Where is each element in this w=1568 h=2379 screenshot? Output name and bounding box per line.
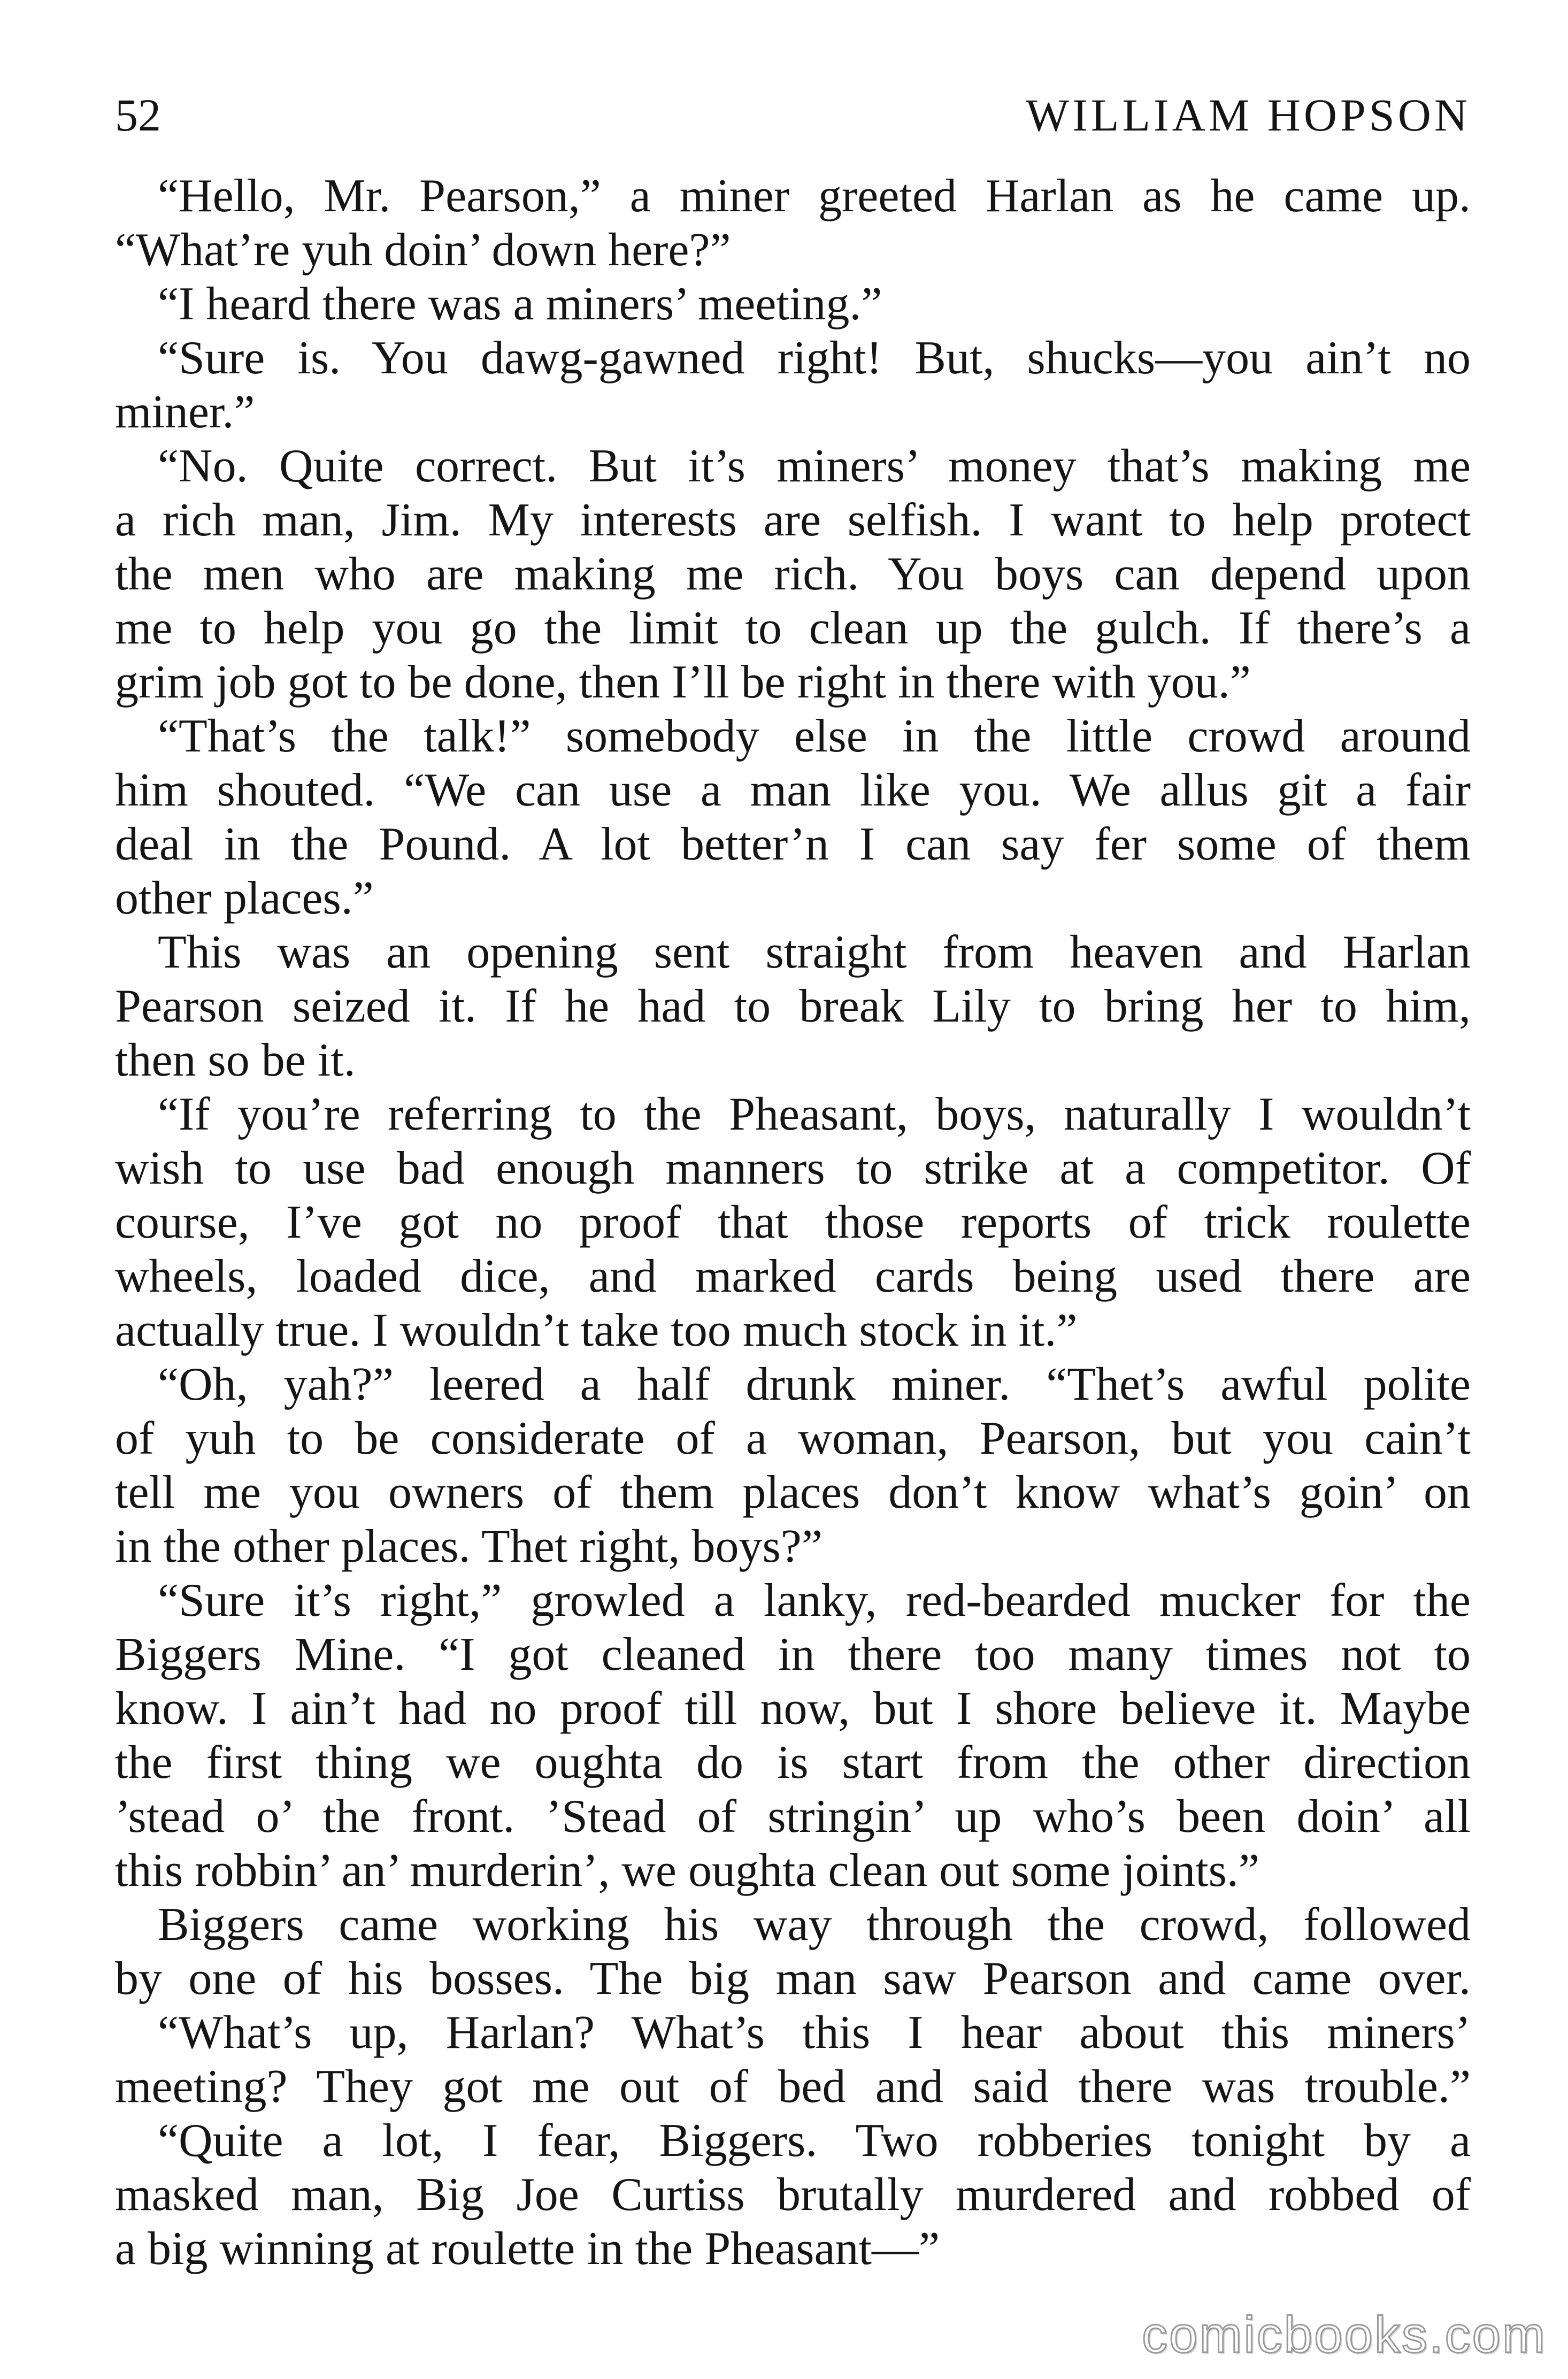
paragraph <box>115 1574 1471 1898</box>
text-line: tell me you owners of them places don’t know what’s goin’ on <box>115 1467 1471 1518</box>
text-line: a big winning at roulette in the Pheasant—” <box>115 2223 940 2275</box>
text-line: Biggers Mine. “I got cleaned in there too many times not to <box>115 1629 1471 1680</box>
text-line: of yuh to be considerate of a woman, Pearson, but you cain’t <box>115 1413 1471 1464</box>
body-text <box>115 169 1471 2276</box>
text-line: “I heard there was a miners’ meeting.” <box>158 278 882 330</box>
paragraph <box>115 331 1471 439</box>
text-line: “If you’re referring to the Pheasant, boys, naturally I wouldn’t <box>158 1088 1471 1140</box>
text-line: actually true. I wouldn’t take too much stock in it.” <box>115 1304 1078 1356</box>
text-line: Biggers came working his way through the crowd, followed <box>158 1899 1471 1951</box>
paragraph <box>115 709 1471 925</box>
text-line: then so be it. <box>115 1034 356 1086</box>
paragraph <box>115 925 1471 1087</box>
running-head: WILLIAM HOPSON <box>1026 89 1471 141</box>
text-line: “That’s the talk!” somebody else in the little crowd around <box>158 710 1471 762</box>
paragraph <box>115 439 1471 709</box>
text-line: “Oh, yah?” leered a half drunk miner. “Thet’s awful polite <box>158 1359 1471 1410</box>
paragraph <box>115 277 1471 331</box>
text-line: “What’s up, Harlan? What’s this I hear about this miners’ <box>158 2007 1471 2059</box>
text-line: “What’re yuh doin’ down here?” <box>115 224 731 276</box>
text-line: meeting? They got me out of bed and said there was trouble.” <box>115 2061 1471 2113</box>
watermark: comicbooks.com <box>1142 2306 1547 2363</box>
paragraph <box>115 2114 1471 2276</box>
text-line: by one of his bosses. The big man saw Pearson and came over. <box>115 1953 1471 2005</box>
paragraph <box>115 1087 1471 1357</box>
text-line: the men who are making me rich. You boys can depend upon <box>115 548 1471 600</box>
page-header <box>115 88 1471 142</box>
text-line: miner.” <box>115 386 255 438</box>
text-line: “Hello, Mr. Pearson,” a miner greeted Harlan as he came up. <box>158 170 1471 222</box>
paragraph <box>115 1898 1471 2006</box>
text-line: other places.” <box>115 872 374 924</box>
text-line: me to help you go the limit to clean up the gulch. If there’s a <box>115 602 1471 654</box>
text-line: know. I ain’t had no proof till now, but I shore believe it. Maybe <box>115 1683 1471 1735</box>
text-line: in the other places. Thet right, boys?” <box>115 1521 823 1572</box>
text-line: “Quite a lot, I fear, Biggers. Two robberies tonight by a <box>158 2115 1471 2167</box>
text-line: This was an opening sent straight from heaven and Harlan <box>158 926 1471 978</box>
page-number: 52 <box>115 89 161 141</box>
paragraph <box>115 2006 1471 2114</box>
text-line: wheels, loaded dice, and marked cards being used there are <box>115 1250 1471 1302</box>
text-line: deal in the Pound. A lot better’n I can say fer some of them <box>115 818 1471 870</box>
text-line: ’stead o’ the front. ’Stead of stringin’ up who’s been doin’ all <box>115 1791 1471 1843</box>
text-line: him shouted. “We can use a man like you. We allus git a fair <box>115 764 1471 816</box>
text-line: “No. Quite correct. But it’s miners’ money that’s making me <box>158 440 1471 492</box>
paragraph <box>115 169 1471 277</box>
text-line: “Sure is. You dawg-gawned right! But, shucks—you ain’t no <box>158 332 1471 384</box>
text-line: course, I’ve got no proof that those reports of trick roulette <box>115 1196 1471 1248</box>
text-line: the first thing we oughta do is start from the other direction <box>115 1737 1471 1789</box>
text-line: this robbin’ an’ murderin’, we oughta clean out some joints.” <box>115 1845 1259 1897</box>
text-line: Pearson seized it. If he had to break Lily to bring her to him, <box>115 980 1471 1032</box>
paragraph <box>115 1357 1471 1574</box>
text-line: a rich man, Jim. My interests are selfish. I want to help protect <box>115 494 1471 546</box>
text-line: grim job got to be done, then I’ll be right in there with you.” <box>115 656 1251 708</box>
text-line: wish to use bad enough manners to strike at a competitor. Of <box>115 1142 1471 1194</box>
text-line: “Sure it’s right,” growled a lanky, red-bearded mucker for the <box>158 1575 1471 1626</box>
text-line: masked man, Big Joe Curtiss brutally murdered and robbed of <box>115 2169 1471 2221</box>
